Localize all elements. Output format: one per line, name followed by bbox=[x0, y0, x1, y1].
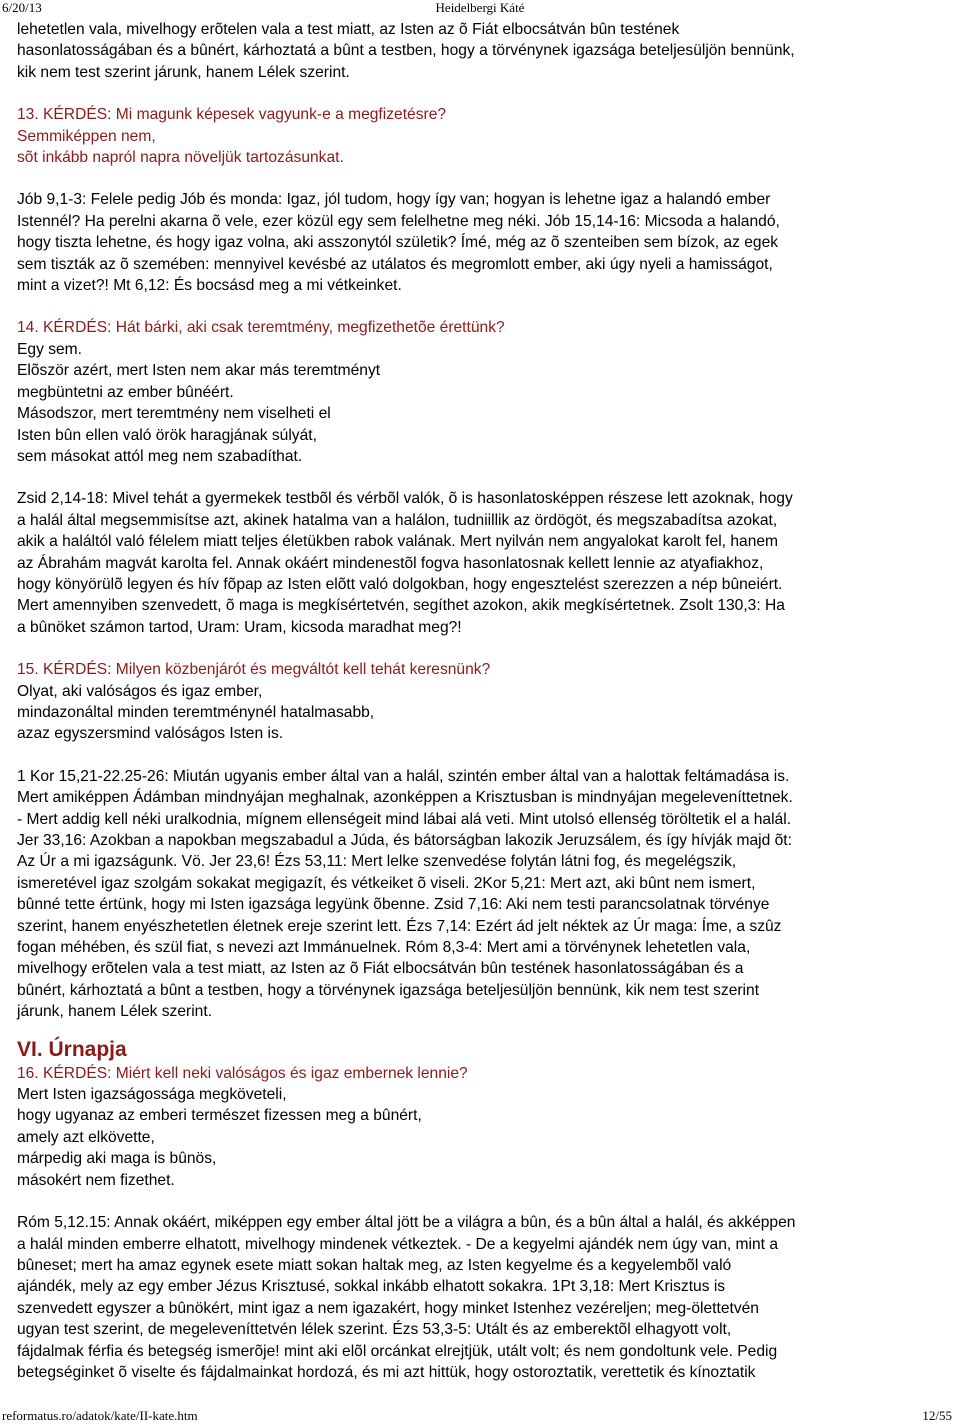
text-line: fogan méhében, és szül fiat, s nevezi azt Immánuelnek. Róm 8,3-4: Mert ami a törvénynek lehetetlen vala, bbox=[17, 939, 751, 957]
text-line: hasonlatosságában és a bûnért, kárhoztatá a bûnt a testben, hogy a törvénynek igazsága beteljesüljön bennünk, bbox=[17, 42, 795, 60]
answer-line: Mert Isten igazságossága megköveteli, bbox=[17, 1086, 287, 1104]
page-header bbox=[0, 0, 960, 18]
text-line: szerint, hanem enyészhetetlen életnek ereje szerint lett. Ézs 7,14: Ezért ád jelt néktek az Úr maga: Íme, a szûz bbox=[17, 917, 782, 935]
text-line: az Ábrahám magvát karolta fel. Annak okáért mindenestõl fogva hasonlatosnak kellett lennie az atyafiakhoz, bbox=[17, 554, 764, 572]
text-line: akik a haláltól való félelem miatt teljes életükben rabok valának. Mert nyilván nem angyalokat karolt fel, hanem bbox=[17, 533, 779, 551]
text-line: mivelhogy erõtelen vala a test miatt, az Isten az õ Fiát elbocsátván bûn testének hasonlatosságában és a bbox=[17, 960, 744, 978]
text-line: bûnért, kárhoztatá a bûnt a testben, hogy a törvénynek igazsága beteljesüljön bennünk, kik nem test szerint bbox=[17, 981, 760, 999]
header-title: Heidelbergi Káté bbox=[435, 0, 525, 15]
answer-13 bbox=[17, 126, 947, 169]
answer-line: megbüntetni az ember bûnéért. bbox=[17, 383, 234, 401]
question-14: 14. KÉRDÉS: Hát bárki, aki csak teremtmény, megfizethetõe érettünk? bbox=[17, 319, 505, 337]
answer-line: Egy sem. bbox=[17, 340, 82, 358]
answer-line: másokért nem fizethet. bbox=[17, 1171, 175, 1189]
references-16 bbox=[17, 1212, 947, 1383]
question-15: 15. KÉRDÉS: Milyen közbenjárót és megváltót kell tehát keresnünk? bbox=[17, 661, 491, 679]
text-line: Az Úr a mi igazságunk. Vö. Jer 23,6! Ézs 53,11: Mert lelke szenvedése folytán látni fog, és megelégszik, bbox=[17, 853, 737, 871]
text-line: bûneset; mert ha amaz egynek esete miatt sokan haltak meg, az Isten kegyelme és a kegyelembõl való bbox=[17, 1256, 732, 1274]
text-line: járunk, hanem Lélek szerint. bbox=[17, 1003, 213, 1021]
text-line: szenvedett egyszer a bûnökért, mint igaz a nem igazakért, hogy minket Istenhez vezéreljen; meg-ölettetvén bbox=[17, 1299, 759, 1317]
answer-line: Isten bûn ellen való örök haragjának súlyát, bbox=[17, 426, 317, 444]
answer-line: sem másokat attól meg nem szabadíthat. bbox=[17, 447, 303, 465]
section-heading: VI. Úrnapja bbox=[17, 1037, 127, 1061]
text-line: kik nem test szerint járunk, hanem Lélek szerint. bbox=[17, 63, 350, 81]
footer-url[interactable]: reformatus.ro/adatok/kate/II-kate.htm bbox=[2, 1408, 198, 1423]
text-line: ismeretével igaz szolgám sokakat megigazít, és vétkeiket õ viseli. 2Kor 5,21: Mert azt, aki bûnt nem ismert, bbox=[17, 874, 756, 892]
answer-16 bbox=[17, 1084, 947, 1191]
header-date: 6/20/13 bbox=[2, 0, 42, 15]
answer-14 bbox=[17, 339, 947, 467]
text-line: a halál minden emberre elhatott, mivelhogy mindenek vétkeztek. - De a kegyelmi ajándék nem úgy van, mint a bbox=[17, 1235, 779, 1253]
text-line: ajándék, mely az egy ember Jézus Krisztusé, sokkal inkább elhatott sokakra. 1Pt 3,18: Mert Krisztus is bbox=[17, 1278, 726, 1296]
answer-line: amely azt elkövette, bbox=[17, 1128, 155, 1146]
text-line: ugyan test szerint, de megeleveníttetvén lélek szerint. Ézs 53,3-5: Utált és az emberektõl elhagyott volt, bbox=[17, 1321, 732, 1339]
answer-line: márpedig aki maga is bûnös, bbox=[17, 1150, 217, 1168]
text-line: 1 Kor 15,21-22.25-26: Miután ugyanis ember által van a halál, szintén ember által van a halottak feltámadása is. bbox=[17, 767, 790, 785]
question-13: 13. KÉRDÉS: Mi magunk képesek vagyunk-e a megfizetésre? bbox=[17, 106, 447, 124]
text-line: hogy tiszta lehetne, és hogy igaz volna, aki asszonytól születik? Ímé, még az õ szenteiben sem bízok, az egek bbox=[17, 234, 779, 252]
text-line: Mert amennyiben szenvedett, õ maga is megkísértetvén, segíthet azokon, akik megkísértetnek. Zsolt 130,3: Ha bbox=[17, 597, 785, 615]
answer-line: mindazonáltal minden teremtménynél hatalmasabb, bbox=[17, 703, 375, 721]
page-number: 12/55 bbox=[922, 1408, 952, 1423]
question-16: 16. KÉRDÉS: Miért kell neki valóságos és igaz embernek lennie? bbox=[17, 1064, 468, 1082]
text-line: Mert amiképpen Ádámban mindnyájan meghalnak, azonképpen a Krisztusban is mindnyájan megeleveníttetnek. bbox=[17, 789, 793, 807]
answer-line: azaz egyszersmind valóságos Isten is. bbox=[17, 725, 284, 743]
text-line: mint a vizet?! Mt 6,12: És bocsásd meg a mi vétkeinket. bbox=[17, 277, 402, 295]
text-line: a halál által megsemmisítse azt, akinek hatalma van a halálon, tudniillik az ördögöt, és megszabadítsa azokat, bbox=[17, 511, 778, 529]
answer-line: Elõször azért, mert Isten nem akar más teremtményt bbox=[17, 362, 381, 380]
text-line: hogy könyörülõ legyen és hív fõpap az Isten elõtt való dolgokban, hogy engesztelést szerezzen a nép bûneiért. bbox=[17, 575, 783, 593]
answer-line: Másodszor, mert teremtmény nem viselheti el bbox=[17, 405, 331, 423]
references-14 bbox=[17, 488, 947, 638]
text-line: Istennél? Ha perelni akarna õ vele, ezer közül egy sem felelhetne meg néki. Jób 15,14-16: Micsoda a halandó, bbox=[17, 212, 780, 230]
answer-line: Semmiképpen nem, bbox=[17, 127, 156, 145]
text-line: sem tiszták az õ szemében: mennyivel kevésbé az utálatos és megromlott ember, aki úgy nyeli a hamisságot, bbox=[17, 255, 773, 273]
text-line: betegséginket õ viselte és fájdalmainkat hordozá, és mi azt hittük, hogy ostoroztatik, verettetik és kínoztatik bbox=[17, 1363, 756, 1381]
text-line: lehetetlen vala, mivelhogy erõtelen vala a test miatt, az Isten az õ Fiát elbocsátván bûn testének bbox=[17, 21, 680, 38]
document-body bbox=[17, 19, 947, 1383]
intro-paragraph bbox=[17, 19, 947, 83]
text-line: Zsid 2,14-18: Mivel tehát a gyermekek testbõl és vérbõl valók, õ is hasonlatosképpen részese lett azoknak, hogy bbox=[17, 490, 793, 508]
text-line: bûnné tette értünk, hogy mi Isten igazsága legyünk õbenne. Zsid 7,16: Aki nem testi parancsolatnak törvénye bbox=[17, 896, 770, 914]
text-line: fájdalmak férfia és betegség ismerõje! mint aki elõl orcánkat elrejtjük, utált volt; és nem gondoltunk vele. Pedig bbox=[17, 1342, 778, 1360]
answer-line: sõt inkább napról napra növeljük tartozásunkat. bbox=[17, 149, 344, 167]
page-footer bbox=[0, 1408, 960, 1426]
answer-15 bbox=[17, 681, 947, 745]
text-line: Róm 5,12.15: Annak okáért, miképpen egy ember által jött be a világra a bûn, és a bûn által a halál, és akképpen bbox=[17, 1214, 796, 1232]
answer-line: Olyat, aki valóságos és igaz ember, bbox=[17, 682, 263, 700]
text-line: - Mert addig kell néki uralkodnia, mígnem ellenségeit mind lábai alá veti. Mint utolsó ellenség töröltetik el a halál. bbox=[17, 810, 792, 828]
references-15 bbox=[17, 766, 947, 1023]
references-13 bbox=[17, 189, 947, 296]
text-line: Jer 33,16: Azokban a napokban megszabadul a Júda, és bátorságban lakozik Jeruzsálem, és így hívják majd õt: bbox=[17, 832, 792, 849]
text-line: a bûnöket számon tartod, Uram: Uram, kicsoda maradhat meg?! bbox=[17, 618, 462, 636]
text-line: Jób 9,1-3: Felele pedig Jób és monda: Igaz, jól tudom, hogy így van; hogyan is lehetne igaz a halandó ember bbox=[17, 191, 771, 209]
answer-line: hogy ugyanaz az emberi természet fizessen meg a bûnért, bbox=[17, 1107, 422, 1125]
